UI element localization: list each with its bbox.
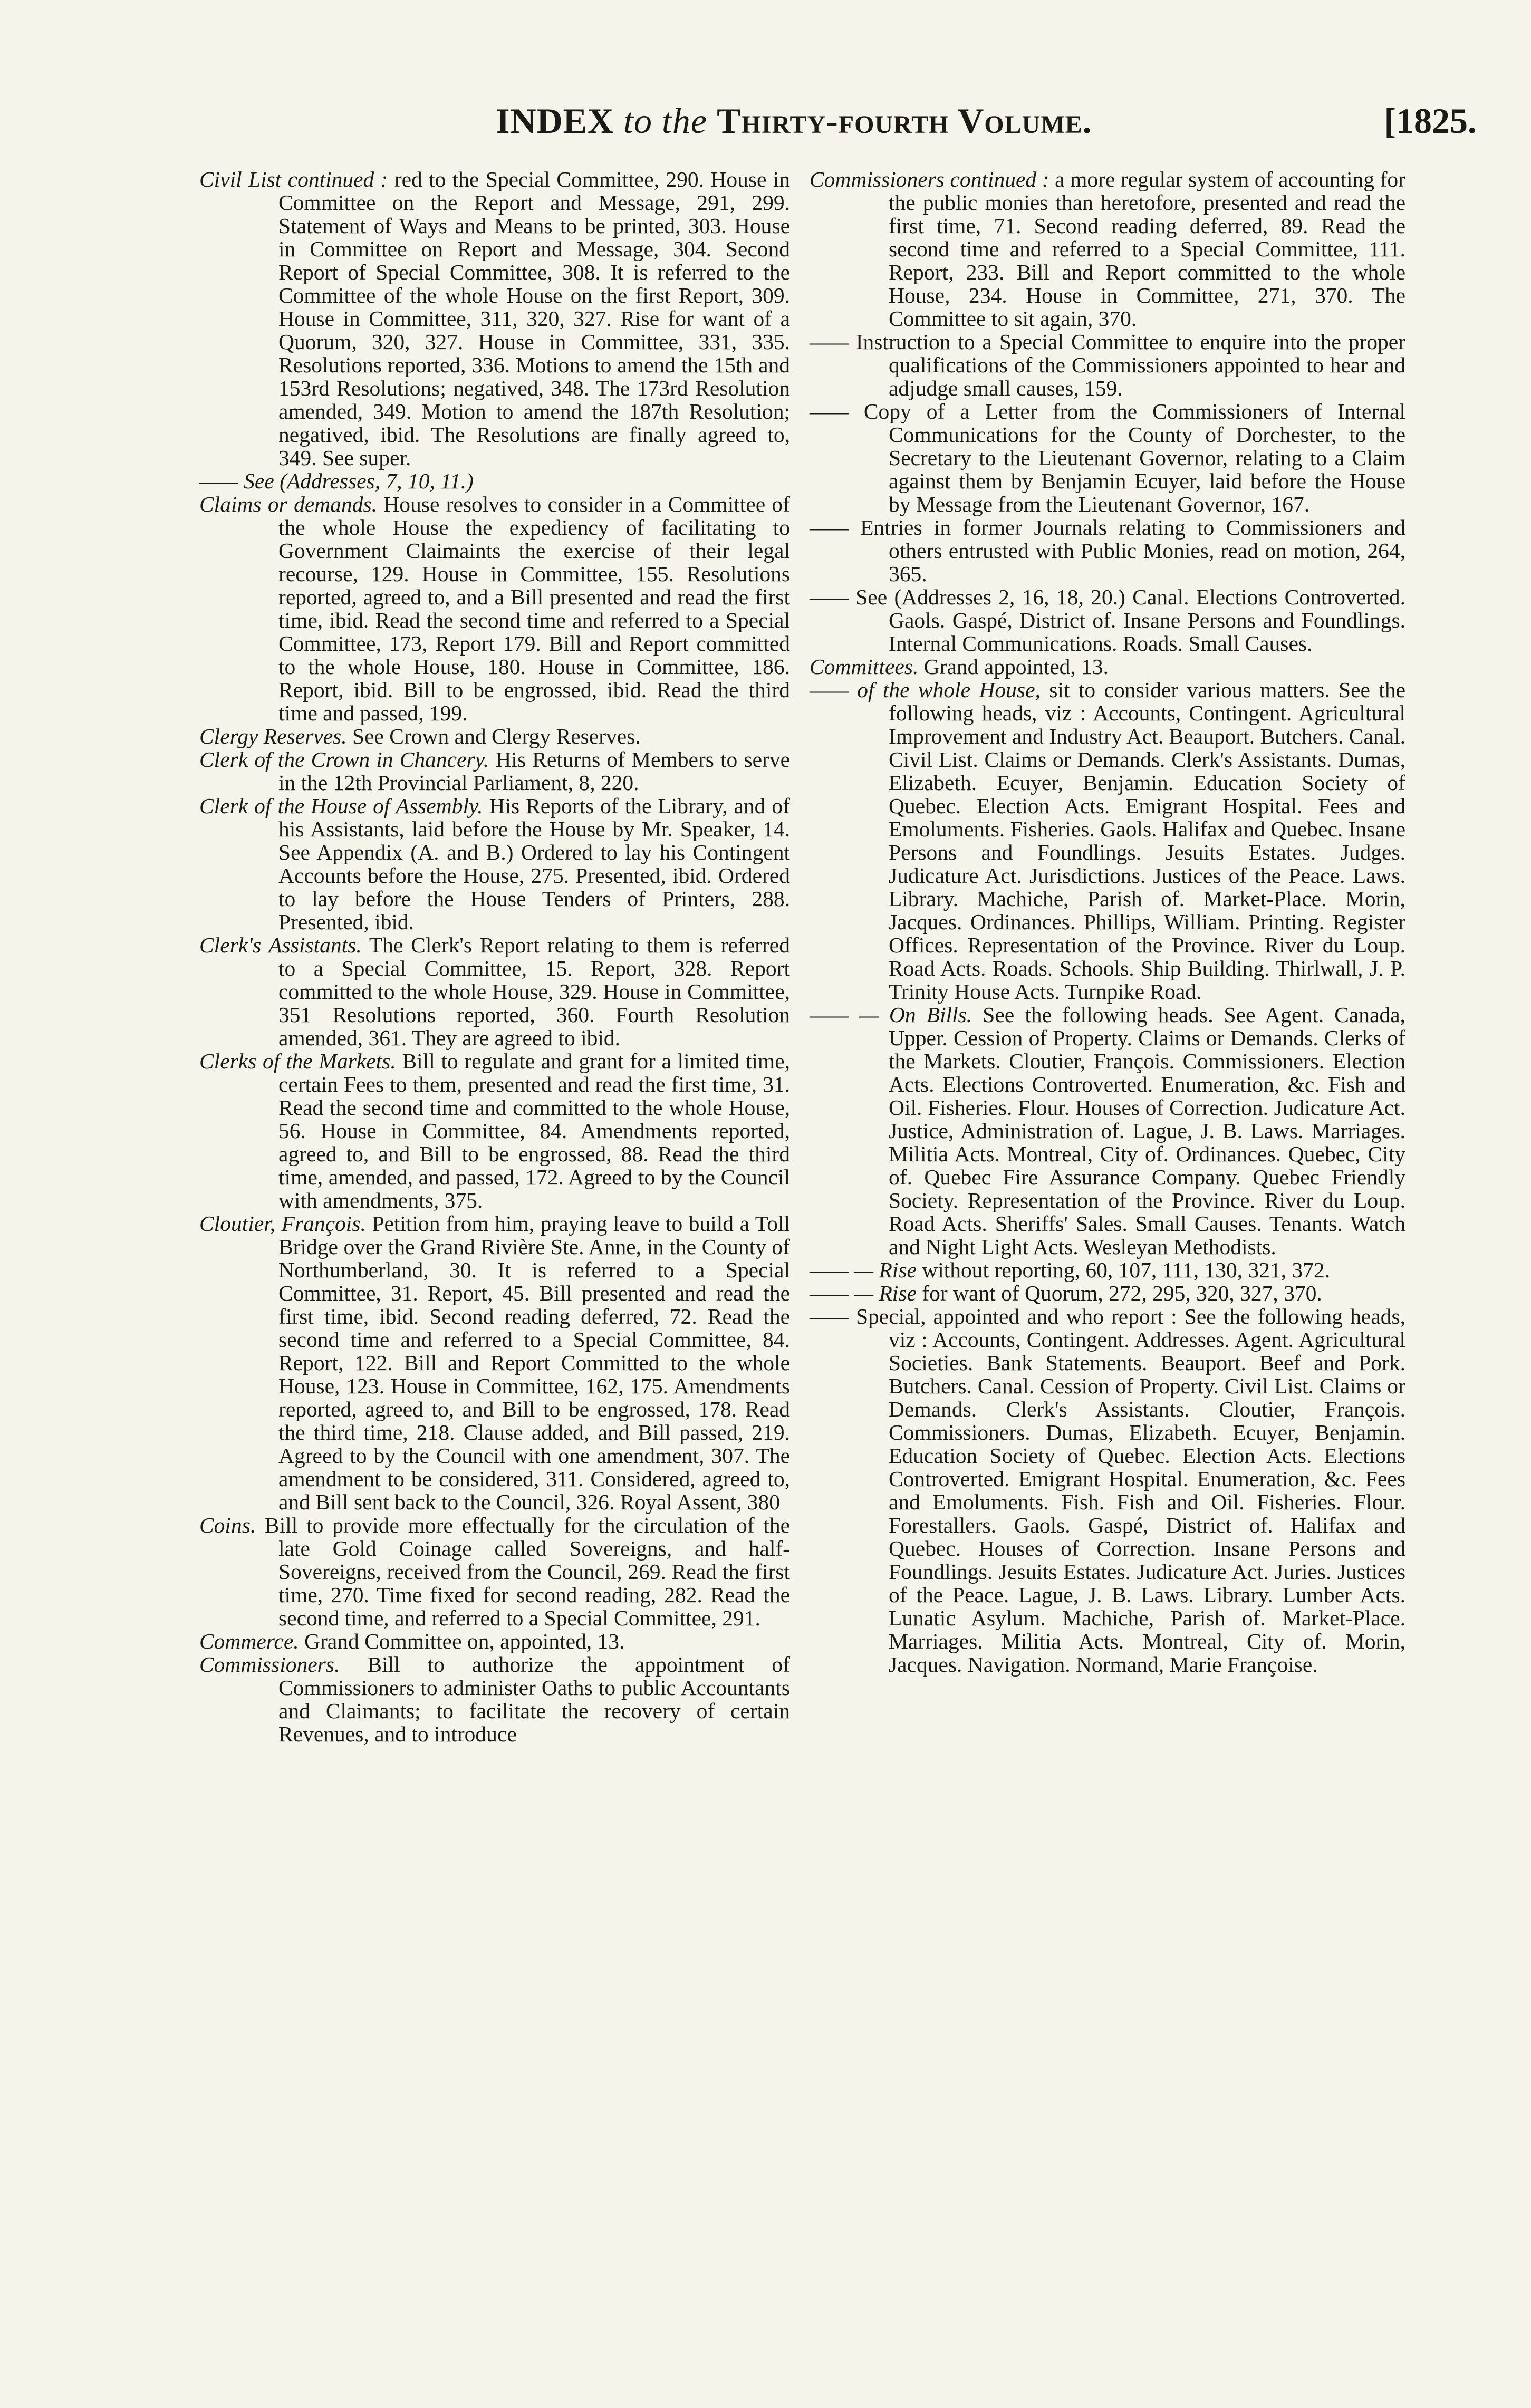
entry-heading: Clerk of the House of Assembly. [199,794,483,818]
page-header [496,100,1477,153]
entry-body: His Returns of Members to serve in the 12th Provincial Parliament, 8, 220. [278,747,791,795]
entry-heading: —— [810,1304,849,1328]
entry-heading: Claims or demands. [199,492,378,516]
entry-body: Grand appointed, 13. [923,654,1109,679]
index-entry [810,655,1405,678]
index-entry [810,516,1405,585]
entry-body: See the following heads. See Agent. Canada, Upper. Cession of Property. Claims or Demands. Clerks of the Markets. Cloutier, François. Commissioners. Election Acts. Elections Controverted. Enumeration, &c. Fish and Oil. Fisheries. Flour. Houses of Correction. Judicature Act. Justice, Administration of. Lague, J. B. Laws. Marriages. Militia Acts. Montreal, City of. Ordinances. Quebec, City of. Quebec Fire Assurance Company. Quebec Friendly Society. Representation of the Province. River du Loup. Road Acts. Sheriffs' Sales. Small Causes. Tenants. Watch and Night Light Acts. Wesleyan Methodists. [889,1003,1405,1259]
index-entry [810,400,1405,516]
entry-body: Special, appointed and who report : See the following heads, viz : Accounts, Contingent. Addresses. Agent. Agricultural Societies. Bank Statements. Beauport. Beef and Pork. Butchers. Canal. Cession of Property. Civil List. Claims or Demands. Clerk's Assistants. Cloutier, François. Commissioners. Dumas, Elizabeth. Ecuyer, Benjamin. Education Society of Quebec. Election Acts. Elections Controverted. Emigrant Hospital. Enumeration, &c. Fees and Emoluments. Fish. Fish and Oil. Fisheries. Flour. Forestallers. Gaols. Gaspé, District of. Halifax and Quebec. Houses of Correction. Insane Persons and Foundlings. Jesuits Estates. Judicature Act. Juries. Justices of the Peace. Lague, J. B. Laws. Library. Lumber Acts. Lunatic Asylum. Machiche, Parish of. Market-Place. Marriages. Militia Acts. Montreal, City of. Morin, Jacques. Navigation. Normand, Marie Françoise. [855,1304,1406,1677]
left-column [199,168,790,1746]
entry-heading: Commerce. [199,1629,299,1653]
entry-body: without reporting, 60, 107, 111, 130, 321, 372. [922,1258,1331,1282]
entry-heading: Commissioners. [199,1652,340,1677]
entry-heading: —— [810,585,849,609]
index-entry [199,794,790,933]
index-entry [199,1630,790,1653]
index-entry [810,330,1405,400]
entry-body: House resolves to consider in a Committee of the whole House the expediency of facilitating to Government Claimaints the exercise of their legal recourse, 129. House in Committee, 155. Resolutions reported, agreed to, and a Bill presented and read the first time, ibid. Read the second time and referred to a Special Committee, 173, Report 179. Bill and Report committed to the whole House, 180. House in Committee, 186. Report, ibid. Bill to be engrossed, ibid. Read the third time and passed, 199. [278,492,790,725]
index-entry [810,1258,1405,1282]
running-title [496,100,1092,142]
entry-heading: Civil List continued : [199,167,388,191]
index-entry [810,585,1405,655]
entry-heading: —— of the whole House, [810,678,1041,702]
entry-body: Grand Committee on, appointed, 13. [304,1629,625,1653]
entry-heading: Commissioners continued : [810,167,1049,191]
entry-heading: Cloutier, François. [199,1211,366,1236]
entry-body: for want of Quorum, 272, 295, 320, 327, 370. [922,1281,1322,1305]
entry-body: See (Addresses 2, 16, 18, 20.) Canal. Elections Controverted. Gaols. Gaspé, District of. Insane Persons and Foundlings. Internal Communications. Roads. Small Causes. [855,585,1405,656]
index-entry [199,933,790,1049]
entry-body: Instruction to a Special Committee to enquire into the proper qualifications of the Commissioners appointed to hear and adjudge small causes, 159. [855,330,1406,400]
entry-body: Bill to provide more effectually for the circulation of the late Gold Coinage called Sovereigns, and half-Sovereigns, received from the Council, 269. Read the first time, 270. Time fixed for second reading, 282. Read the second time, and referred to a Special Committee, 291. [265,1513,791,1630]
entry-heading: Clergy Reserves. [199,724,347,748]
title-connector: to the [614,101,717,141]
index-entry [810,1003,1405,1258]
index-entry [199,748,790,794]
entry-heading: —— — On Bills. [810,1003,972,1027]
entry-heading: —— — Rise [810,1281,917,1305]
entry-heading: Coins. [199,1513,256,1537]
index-entry [810,1282,1405,1305]
title-index: INDEX [496,101,614,141]
entry-body: His Reports of the Library, and of his Assistants, laid before the House by Mr. Speaker, 14. See Appendix (A. and B.) Ordered to lay his Contingent Accounts before the House, 275. Presented, ibid. Ordered to lay before the House Tenders of Printers, 288. Presented, ibid. [278,794,790,934]
right-column [810,168,1405,1676]
index-entry [810,1305,1405,1676]
index-entry [199,469,790,493]
entry-body: Entries in former Journals relating to Commissioners and others entrusted with Public Monies, read on motion, 264, 365. [860,515,1406,586]
entry-heading: —— [810,515,849,540]
entry-heading: Clerks of the Markets. [199,1049,396,1073]
entry-body: red to the Special Committee, 290. House in Committee on the Report and Message, 291, 299. Statement of Ways and Means to be printed, 303. House in Committee on Report and Message, 304. Second Report of Special Committee, 308. It is referred to the Committee of the whole House on the first Report, 309. House in Committee, 311, 320, 327. Rise for want of a Quorum, 320, 327. House in Committee, 331, 335. Resolutions reported, 336. Motions to amend the 15th and 153rd Resolutions; negatived, 348. The 173rd Resolution amended, 349. Motion to amend the 187th Resolution; negatived, ibid. The Resolutions are finally agreed to, 349. See super. [278,167,791,470]
index-entry [199,1653,790,1746]
entry-body: a more regular system of accounting for the public monies than heretofore, presented and read the first time, 71. Second reading deferred, 89. Read the second time and referred to a Special Committee, 111. Report, 233. Bill and Report committed to the whole House, 234. House in Committee, 271, 370. The Committee to sit again, 370. [889,167,1405,331]
entry-heading: Clerk's Assistants. [199,933,362,957]
entry-heading: Committees. [810,654,919,679]
title-volume: Thirty-fourth Volume. [717,101,1092,141]
entry-body: sit to consider various matters. See the following heads, viz : Accounts, Contingent. Agricultural Improvement and Industry Act. Beauport. Butchers. Canal. Civil List. Claims or Demands. Clerk's Assistants. Dumas, Elizabeth. Ecuyer, Benjamin. Education Society of Quebec. Election Acts. Emigrant Hospital. Fees and Emoluments. Fisheries. Gaols. Halifax and Quebec. Insane Persons and Foundlings. Jesuits Estates. Judges. Judicature Act. Jurisdictions. Justices of the Peace. Laws. Library. Machiche, Parish of. Market-Place. Morin, Jacques. Ordinances. Phillips, William. Printing. Register Offices. Representation of the Province. River du Loup. Road Acts. Roads. Schools. Ship Building. Thirlwall, J. P. Trinity House Acts. Turnpike Road. [889,678,1406,1004]
entry-body: Bill to regulate and grant for a limited time, certain Fees to them, presented and read the first time, 31. Read the second time and committed to the whole House, 56. House in Committee, 84. Amendments reported, agreed to, and Bill to be engrossed, 88. Read the third time, amended, and passed, 172. Agreed to by the Council with amendments, 375. [278,1049,790,1212]
entry-heading: —— See (Addresses, 7, 10, 11.) [199,469,474,493]
index-entry [199,1212,790,1514]
index-entry [810,168,1405,330]
entry-heading: Clerk of the Crown in Chancery. [199,747,489,772]
entry-heading: —— [810,399,849,423]
entry-body: The Clerk's Report relating to them is referred to a Special Committee, 15. Report, 328. Report committed to the whole House, 329. House in Committee, 351 Resolutions reported, 360. Fourth Resolution amended, 361. They are agreed to ibid. [278,933,790,1050]
index-entry [199,168,790,469]
entry-body: Petition from him, praying leave to build a Toll Bridge over the Grand Rivière Ste. Anne, in the County of Northumberland, 30. It is referred to a Special Committee, 31. Report, 45. Bill presented and read the first time, ibid. Second reading deferred, 72. Read the second time and referred to a Special Committee, 84. Report, 122. Bill and Report Committed to the whole House, 123. House in Committee, 162, 175. Amendments reported, agreed to, and Bill to be engrossed, 178. Read the third time, 218. Clause added, and Bill passed, 219. Agreed to by the Council with one amendment, 307. The amendment to be considered, 311. Considered, agreed to, and Bill sent back to the Council, 326. Royal Assent, 380 [278,1211,791,1514]
entry-body: Copy of a Letter from the Commissioners of Internal Communications for the County of Dorchester, to the Secretary to the Lieutenant Governor, relating to a Claim against them by Benjamin Ecuyer, laid before the House by Message from the Lieutenant Governor, 167. [863,399,1405,516]
index-entry [199,493,790,725]
index-entry [199,1049,790,1212]
index-entry [810,678,1405,1003]
entry-heading: —— [810,330,849,354]
index-entry [199,725,790,748]
entry-body: See Crown and Clergy Reserves. [352,724,641,748]
entry-body: Bill to authorize the appointment of Commissioners to administer Oaths to public Accountants and Claimants; to facilitate the recovery of certain Revenues, and to introduce [278,1652,790,1746]
index-entry [199,1514,790,1630]
year-label: [1825. [1384,101,1477,141]
entry-heading: —— — Rise [810,1258,917,1282]
